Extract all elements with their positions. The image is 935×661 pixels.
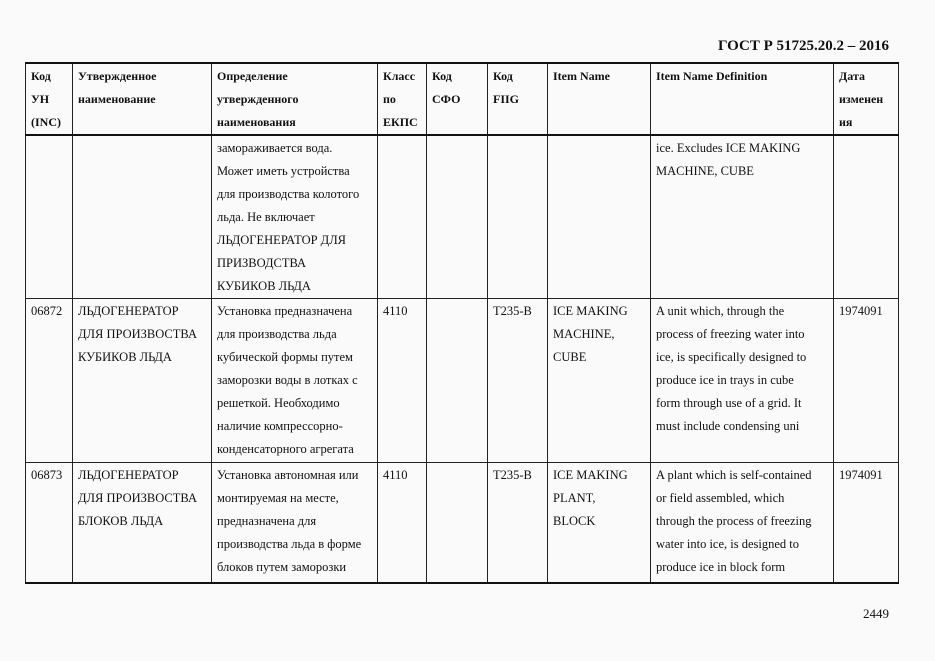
cell-fiig	[488, 135, 548, 299]
cell-item-def: A unit which, through the process of freezing water into ice, is specifically designed to produce ice in trays in cube form through use of a grid. It must include condensing uni	[651, 299, 834, 463]
document-code: ГОСТ Р 51725.20.2 – 2016	[717, 38, 889, 54]
cell-item-name: ICE MAKING PLANT, BLOCK	[548, 463, 651, 584]
cell-definition: Установка автономная или монтируемая на месте, предназначена для производства льда в форме блоков путем заморозки	[212, 463, 378, 584]
table-row	[26, 135, 899, 299]
page-number: 2449	[863, 606, 889, 621]
col-header-item-name: Item Name	[548, 63, 651, 135]
col-header-definition: Определение утвержденного наименования	[212, 63, 378, 135]
cell-date	[834, 135, 899, 299]
catalog-table	[25, 62, 899, 584]
cell-date: 1974091	[834, 463, 899, 584]
col-header-name: Утвержденное наименование	[73, 63, 212, 135]
cell-name	[73, 135, 212, 299]
col-header-fiig: Код FIIG	[488, 63, 548, 135]
cell-date: 1974091	[834, 299, 899, 463]
cell-fiig: T235-B	[488, 463, 548, 584]
cell-item-def: ice. Excludes ICE MAKING MACHINE, CUBE	[651, 135, 834, 299]
cell-class: 4110	[378, 299, 427, 463]
table-header-row	[26, 63, 899, 135]
col-header-inc: Код УН (INC)	[26, 63, 73, 135]
cell-fiig: T235-B	[488, 299, 548, 463]
col-header-class: Класс по ЕКПС	[378, 63, 427, 135]
col-header-sfo: Код СФО	[427, 63, 488, 135]
col-header-item-def: Item Name Definition	[651, 63, 834, 135]
cell-inc: 06873	[26, 463, 73, 584]
cell-definition: замораживается вода. Может иметь устройства для производства колотого льда. Не включает ЛЬДОГЕНЕРАТОР ДЛЯ ПРИЗВОДСТВА КУБИКОВ ЛЬДА	[212, 135, 378, 299]
cell-name: ЛЬДОГЕНЕРАТОР ДЛЯ ПРОИЗВОСТВА БЛОКОВ ЛЬДА	[73, 463, 212, 584]
cell-inc: 06872	[26, 299, 73, 463]
cell-name: ЛЬДОГЕНЕРАТОР ДЛЯ ПРОИЗВОСТВА КУБИКОВ ЛЬДА	[73, 299, 212, 463]
cell-class	[378, 135, 427, 299]
cell-inc	[26, 135, 73, 299]
cell-item-def: A plant which is self-contained or field assembled, which through the process of freezing water into ice, is designed to produce ice in block form	[651, 463, 834, 584]
cell-sfo	[427, 135, 488, 299]
col-header-date: Дата изменен ия	[834, 63, 899, 135]
cell-sfo	[427, 463, 488, 584]
cell-sfo	[427, 299, 488, 463]
cell-definition: Установка предназначена для производства льда кубической формы путем заморозки воды в лотках с решеткой. Необходимо наличие компрессорно- конденсаторного агрегата	[212, 299, 378, 463]
cell-item-name: ICE MAKING MACHINE, CUBE	[548, 299, 651, 463]
table-row	[26, 299, 899, 463]
table-row	[26, 463, 899, 584]
cell-class: 4110	[378, 463, 427, 584]
cell-item-name	[548, 135, 651, 299]
